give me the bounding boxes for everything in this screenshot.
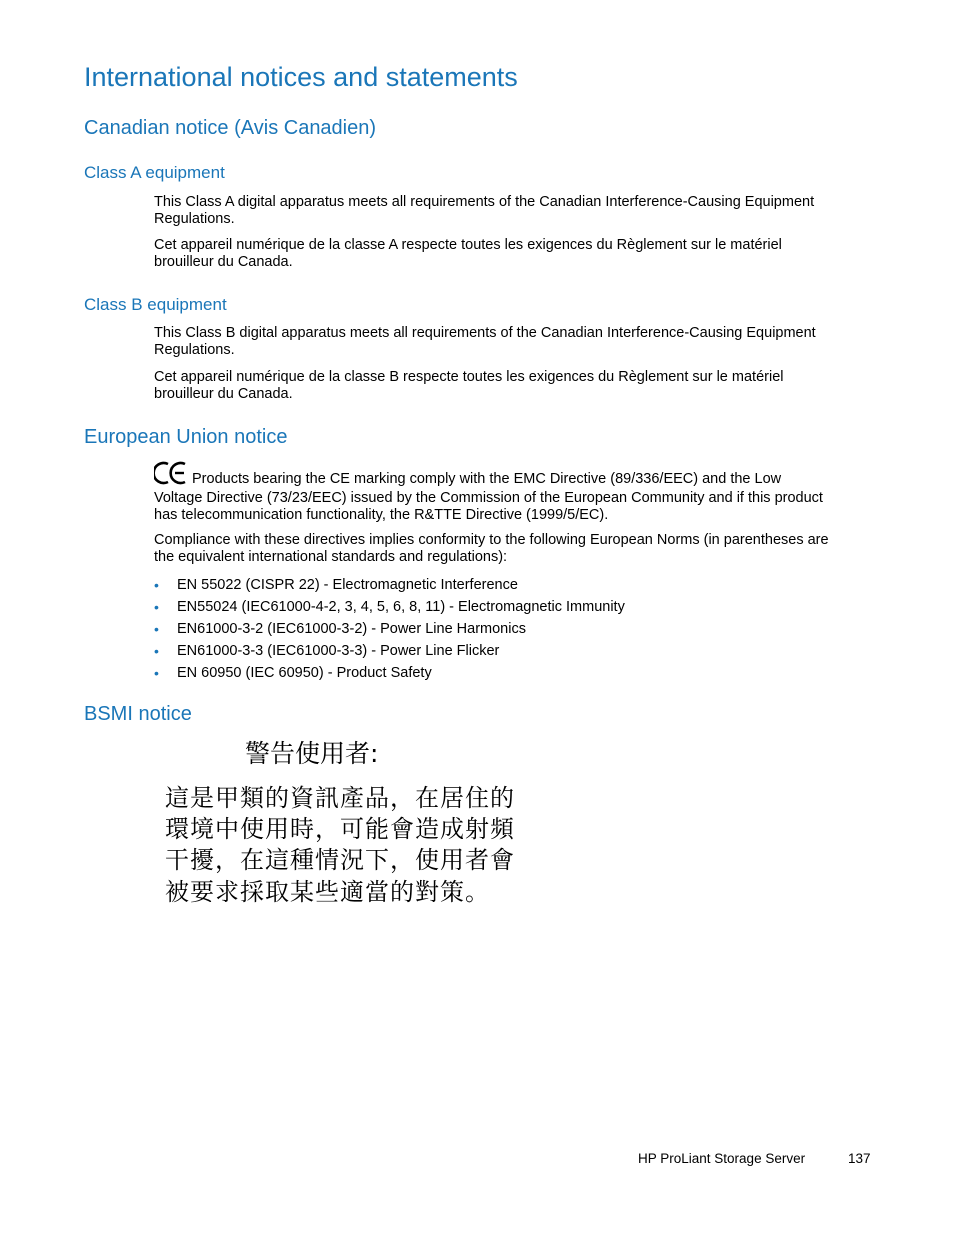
norm-text: EN55024 (IEC61000-4-2, 3, 4, 5, 6, 8, 11) - Electromagnetic Immunity xyxy=(177,599,625,615)
list-item xyxy=(154,575,864,597)
ce-line1: Products bearing the CE marking comply with the EMC Directive (89/336/EEC) and the Low xyxy=(192,471,782,487)
class-b-french xyxy=(154,369,864,403)
list-item xyxy=(154,663,864,685)
class-a-french-line2: brouilleur du Canada. xyxy=(154,254,293,270)
ce-line3: has telecommunication functionality, the R&TTE Directive (1999/5/EC). xyxy=(154,507,609,523)
class-a-english xyxy=(154,194,864,228)
bullet-icon: • xyxy=(154,665,159,681)
class-b-french-line2: brouilleur du Canada. xyxy=(154,386,293,402)
class-a-heading: Class A equipment xyxy=(84,163,225,182)
bsmi-warning-title: 警告使用者: xyxy=(245,739,379,768)
canadian-notice-heading: Canadian notice (Avis Canadien) xyxy=(84,117,377,139)
norm-text: EN61000-3-3 (IEC61000-3-3) - Power Line Flicker xyxy=(177,643,500,659)
class-b-english xyxy=(154,325,864,359)
class-b-french-line1: Cet appareil numérique de la classe B respecte toutes les exigences du Règlement sur le matériel xyxy=(154,369,784,385)
list-item xyxy=(154,619,864,641)
eu-notice-heading: European Union notice xyxy=(84,426,288,448)
compliance-line2: the equivalent international standards and regulations): xyxy=(154,549,508,565)
norms-list xyxy=(154,575,864,685)
compliance-paragraph xyxy=(154,532,864,566)
bullet-icon: • xyxy=(154,643,159,659)
ce-marking-paragraph xyxy=(154,461,864,524)
norm-text: EN 60950 (IEC 60950) - Product Safety xyxy=(177,665,432,681)
class-b-english-line1: This Class B digital apparatus meets all requirements of the Canadian Interference-Causing Equipment xyxy=(154,325,816,341)
bullet-icon: • xyxy=(154,599,159,615)
list-item xyxy=(154,597,864,619)
class-a-french xyxy=(154,237,864,271)
footer-page-number: 137 xyxy=(848,1151,871,1166)
list-item xyxy=(154,641,864,663)
footer-product-name: HP ProLiant Storage Server xyxy=(638,1151,806,1166)
bullet-icon: • xyxy=(154,621,159,637)
bsmi-line: 被要求採取某些適當的對策。 xyxy=(165,878,490,906)
bullet-icon: • xyxy=(154,577,159,593)
norm-text: EN 55022 (CISPR 22) - Electromagnetic Interference xyxy=(177,577,518,593)
class-a-english-line1: This Class A digital apparatus meets all requirements of the Canadian Interference-Causing Equipment xyxy=(154,194,815,210)
class-a-english-line2: Regulations. xyxy=(154,211,235,227)
class-a-french-line1: Cet appareil numérique de la classe A respecte toutes les exigences du Règlement sur le matériel xyxy=(154,237,782,253)
bsmi-line: 這是甲類的資訊產品，在居住的 xyxy=(165,784,515,812)
bsmi-notice-heading: BSMI notice xyxy=(84,703,192,725)
class-b-english-line2: Regulations. xyxy=(154,342,235,358)
page-title: International notices and statements xyxy=(84,62,518,92)
norm-text: EN61000-3-2 (IEC61000-3-2) - Power Line Harmonics xyxy=(177,621,526,637)
bsmi-line: 環境中使用時，可能會造成射頻 xyxy=(165,815,515,843)
bsmi-line: 干擾，在這種情況下，使用者會 xyxy=(165,846,515,874)
class-b-heading: Class B equipment xyxy=(84,295,227,314)
compliance-line1: Compliance with these directives implies conformity to the following European Norms (in parentheses are xyxy=(154,532,829,548)
ce-mark-icon xyxy=(154,461,188,490)
ce-line2: Voltage Directive (73/23/EEC) issued by the Commission of the European Community and if this product xyxy=(154,490,823,506)
